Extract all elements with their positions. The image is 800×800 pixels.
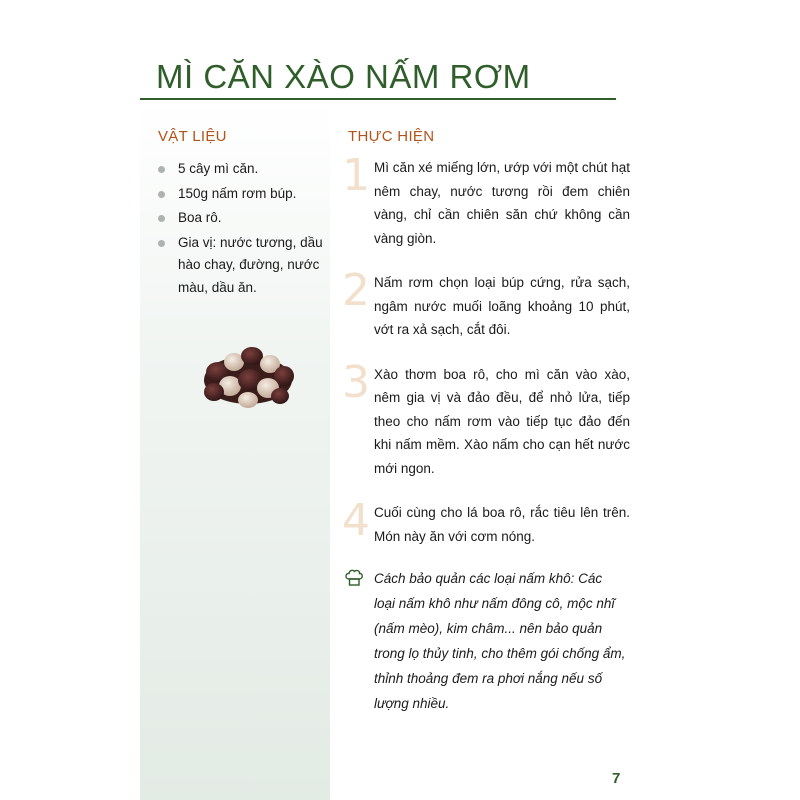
step-item [340,356,630,481]
ingredient-item [156,232,326,300]
ingredient-list [156,158,326,301]
storage-tip [344,566,626,716]
bullet-icon [158,240,165,247]
method-heading: THỰC HIỆN [348,128,435,145]
step-number: 2 [342,265,370,316]
recipe-title: MÌ CĂN XÀO NẤM RƠM [156,58,531,95]
ingredient-text: 5 cây mì căn. [178,161,259,176]
ingredients-heading: VẬT LIỆU [158,128,227,145]
ingredient-item [156,158,326,181]
step-number: 1 [342,150,370,201]
ingredient-text: 150g nấm rơm búp. [178,185,297,201]
step-list [340,150,630,569]
straw-mushroom-illustration [200,342,296,410]
step-item [340,150,630,250]
bullet-icon [158,215,165,222]
ingredient-item [156,207,326,230]
ingredient-item [156,183,326,206]
step-number: 3 [342,356,370,408]
ingredient-text: Boa rô. [178,210,222,225]
title-divider [140,98,616,100]
step-item [340,495,630,548]
bullet-icon [158,191,165,198]
step-text: Xào thơm boa rô, cho mì căn vào xào, nêm gia vị và đảo đều, để nhỏ lửa, tiếp theo cho nấm rơm vào tiếp tục đảo đến khi nấm mềm. Xào nấm cho cạn hết nước mới ngon. [374,366,630,476]
tip-text: Cách bảo quản các loại nấm khô: Các loại nấm khô như nấm đông cô, mộc nhĩ (nấm mèo), kim châm... nên bảo quản trong lọ thủy tinh, cho thêm gói chống ẩm, thỉnh thoảng đem ra phơi nắng nếu số lượng nhiều. [374,571,626,711]
ingredient-text: Gia vị: nước tương, dầu hào chay, đường, nước màu, dầu ăn. [178,234,323,295]
step-text: Nấm rơm chọn loại búp cứng, rửa sạch, ngâm nước muối loãng khoảng 10 phút, vớt ra xả sạch, cắt đôi. [374,275,630,337]
step-text: Mì căn xé miếng lớn, ướp với một chút hạt nêm chay, nước tương rồi đem chiên vàng, chỉ cần chiên săn chứ không cần vàng giòn. [374,160,630,246]
step-text: Cuối cùng cho lá boa rô, rắc tiêu lên trên. Món này ăn với cơm nóng. [374,505,630,544]
bullet-icon [158,166,165,173]
step-item [340,265,630,342]
chef-hat-icon [344,568,364,588]
step-number: 4 [342,495,370,546]
page-number: 7 [612,770,621,787]
